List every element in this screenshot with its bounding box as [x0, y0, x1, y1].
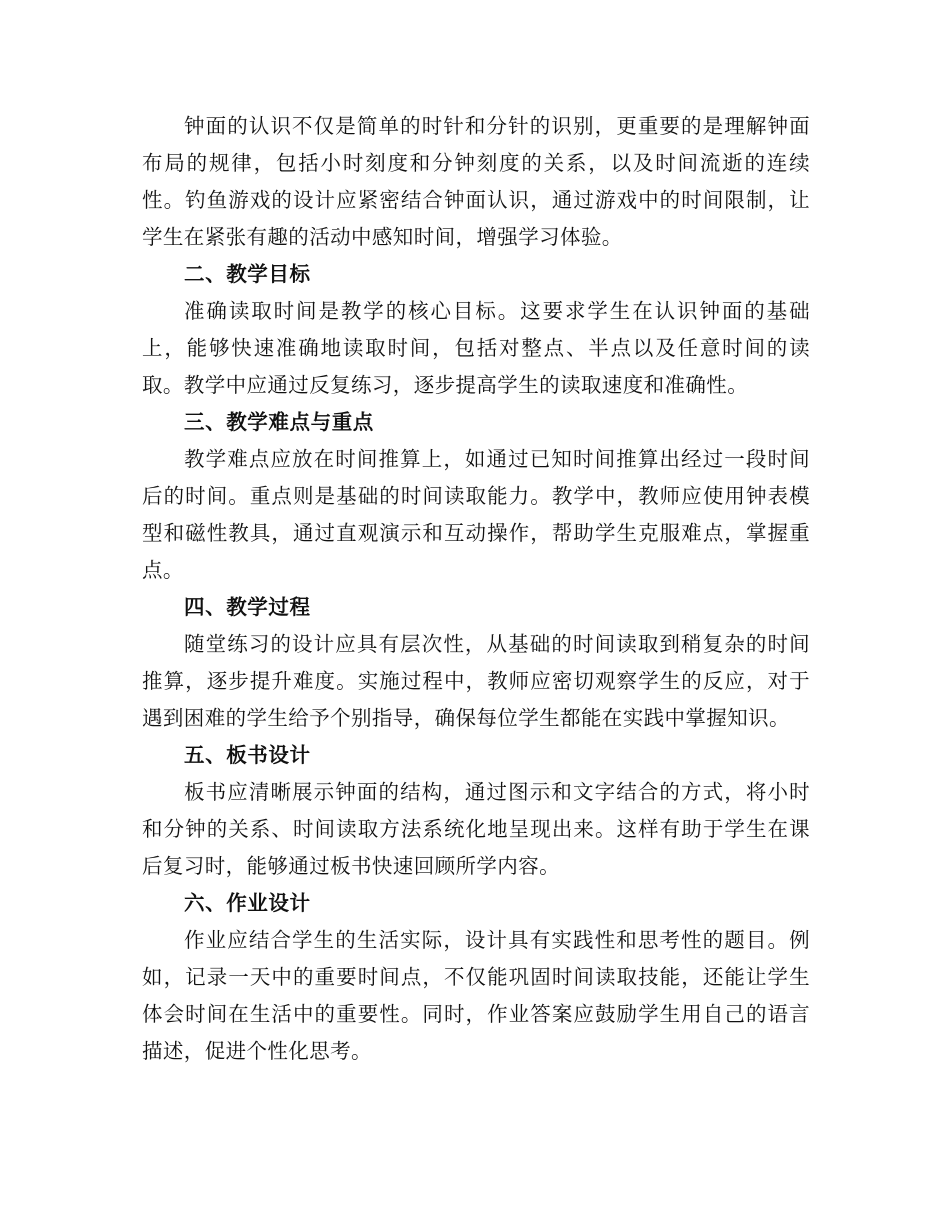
section-body-objectives: 准确读取时间是教学的核心目标。这要求学生在认识钟面的基础上，能够快速准确地读取时间，包括对整点、半点以及任意时间的读取。教学中应通过反复练习，逐步提高学生的读取速度和准确性。 — [142, 299, 810, 397]
intro-paragraph: 钟面的认识不仅是简单的时针和分针的识别，更重要的是理解钟面布局的规律，包括小时刻度和分钟刻度的关系，以及时间流逝的连续性。钓鱼游戏的设计应紧密结合钟面认识，通过游戏中的时间限制，让学生在紧张有趣的活动中感知时间，增强学习体验。 — [142, 114, 810, 249]
section-heading-homework: 六、作业设计 — [184, 891, 311, 915]
section-body-homework: 作业应结合学生的生活实际，设计具有实践性和思考性的题目。例如，记录一天中的重要时间点，不仅能巩固时间读取技能，还能让学生体会时间在生活中的重要性。同时，作业答案应鼓励学生用自己的语言描述，促进个性化思考。 — [142, 928, 810, 1063]
section-heading-objectives: 二、教学目标 — [184, 262, 311, 286]
section-heading-process: 四、教学过程 — [184, 595, 311, 619]
section-body-blackboard: 板书应清晰展示钟面的结构，通过图示和文字结合的方式，将小时和分钟的关系、时间读取方法系统化地呈现出来。这样有助于学生在课后复习时，能够通过板书快速回顾所学内容。 — [142, 780, 810, 878]
section-body-difficulties: 教学难点应放在时间推算上，如通过已知时间推算出经过一段时间后的时间。重点则是基础的时间读取能力。教学中，教师应使用钟表模型和磁性教具，通过直观演示和互动操作，帮助学生克服难点，掌握重点。 — [142, 447, 810, 582]
section-body-process: 随堂练习的设计应具有层次性，从基础的时间读取到稍复杂的时间推算，逐步提升难度。实施过程中，教师应密切观察学生的反应，对于遇到困难的学生给予个别指导，确保每位学生都能在实践中掌握知识。 — [142, 632, 810, 730]
section-heading-blackboard: 五、板书设计 — [184, 743, 311, 767]
section-heading-difficulties: 三、教学难点与重点 — [184, 410, 374, 434]
document-page — [142, 108, 810, 1070]
